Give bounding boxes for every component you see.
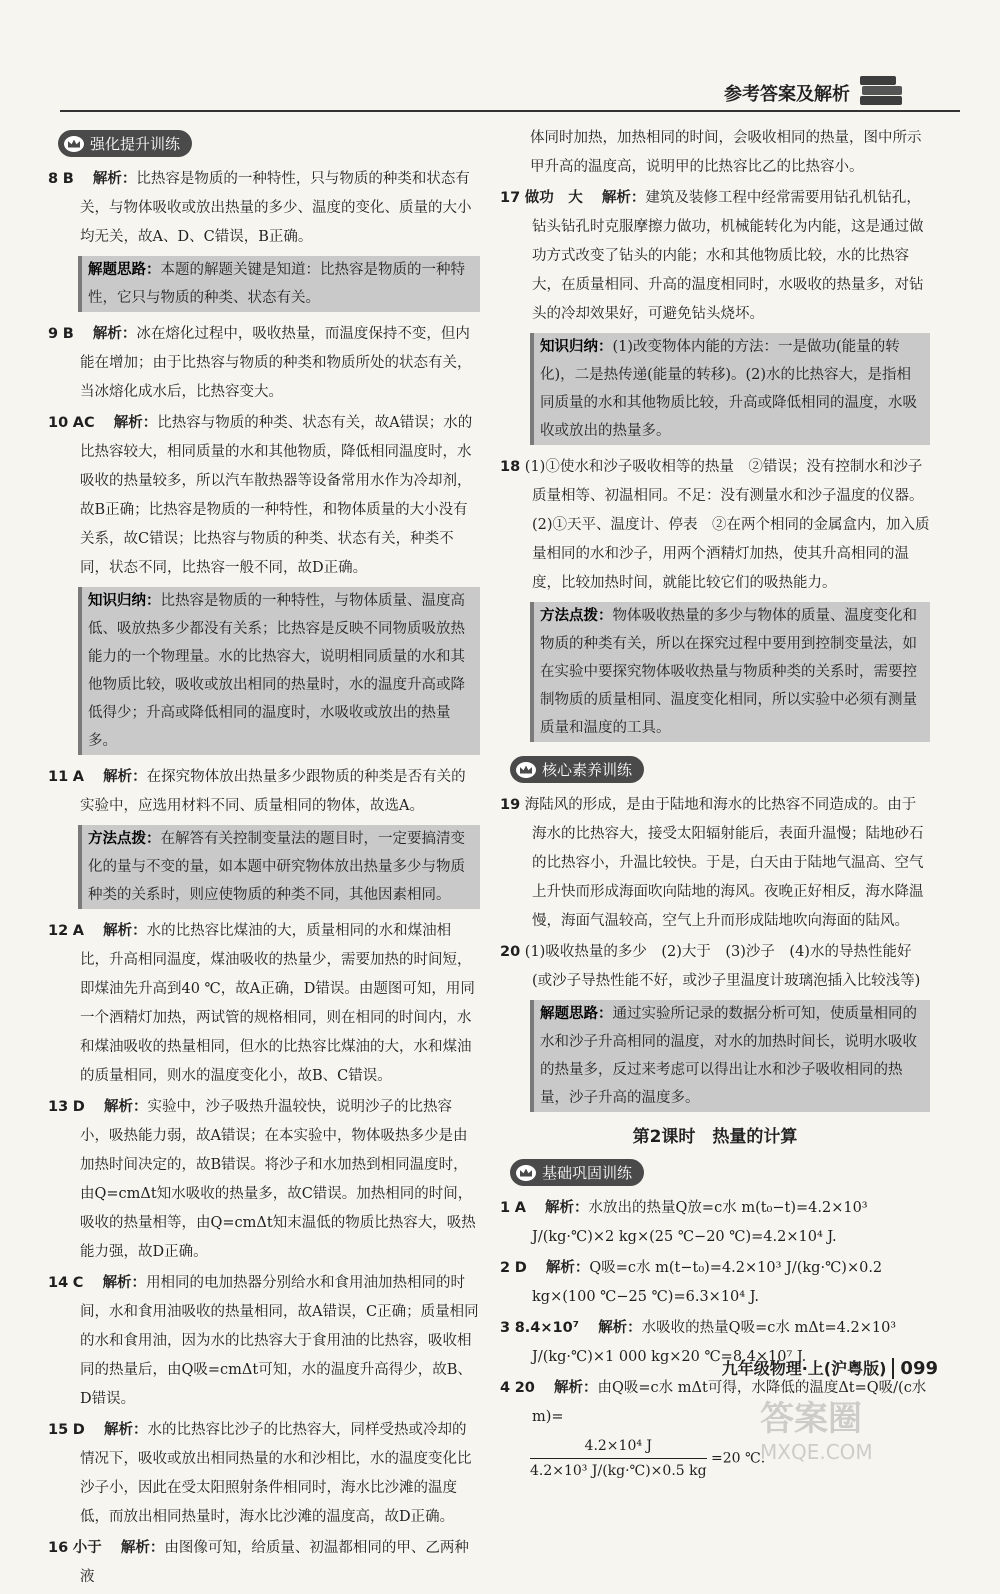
- tip-box: 解题思路：通过实验所记录的数据分析可知，使质量相同的水和沙子升高相同的温度，对水的加热时间长，说明水吸收的热量多，反过来考虑可以得出让水和沙子吸收相同的热量，沙子升高的温度多。: [530, 1000, 930, 1112]
- watermark-logo: [760, 1391, 960, 1464]
- header-rule: [60, 110, 960, 112]
- fraction-expression: $\frac{\text{4.2×10⁴ J}}{\text{4.2×10³ J/(kg·℃)×0.5 kg}}$ =20 ℃.: [500, 1434, 930, 1483]
- answer-item-b4: 4 20 解析：由Q吸=c水 mΔt可得，水降低的温度Δt=Q吸/(c水 m)=: [500, 1380, 927, 1425]
- section-label-strengthen: 强化提升训练: [58, 130, 192, 157]
- watermark-text: 答案圈: [760, 1399, 862, 1439]
- answer-item-8: 8 B 解析：比热容是物质的一种特性，只与物质的种类和状态有关，与物体吸收或放出热量的多少、温度的变化、质量的大小均无关，故A、D、C错误，B正确。: [48, 171, 472, 245]
- page-header: [60, 70, 960, 112]
- lesson-title: 第2课时 热量的计算: [632, 1127, 798, 1147]
- tip-box: 知识归纳：(1)改变物体内能的方法：一是做功(能量的转化)，二是热传递(能量的转移)。(2)水的比热容大，是指相同质量的水和其他物质比较，升高或降低相同的温度，水吸收或放出的热量多。: [530, 333, 930, 445]
- answer-item-14: 14 C 解析：用相同的电加热器分别给水和食用油加热相同的时间，水和食用油吸收的热量相同，故A错误，C正确；质量相同的水和食用油，因为水的比热容大于食用油的比热容，吸收相同的热量后，由Q吸=cmΔt可知，水的温度升高得少，故B、D错误。: [48, 1275, 479, 1407]
- answer-item-20: 20 (1)吸收热量的多少 (2)大于 (3)沙子 (4)水的导热性能好(或沙子导热性能不好，或沙子里温度计玻璃泡插入比较浅等): [500, 944, 921, 989]
- book-stack-icon: [860, 74, 902, 108]
- section-label-core: 核心素养训练: [510, 756, 644, 783]
- answer-item-16-continued: 体同时加热，加热相同的时间，会吸收相同的热量，图中所示甲升高的温度高，说明甲的比热容比乙的比热容小。: [530, 130, 922, 175]
- section-label-basic: 基础巩固训练: [510, 1159, 644, 1186]
- answer-item-16: 16 小于 解析：由图像可知，给质量、初温都相同的甲、乙两种液: [48, 1540, 469, 1585]
- left-column: [48, 124, 480, 1594]
- tip-box: 方法点拨：物体吸收热量的多少与物体的质量、温度变化和物质的种类有关，所以在探究过程中要用到控制变量法，如在实验中要探究物体吸收热量与物质种类的关系时，需要控制物质的质量相同、温度变化相同，所以实验中必须有测量质量和温度的工具。: [530, 602, 930, 742]
- answer-item-9: 9 B 解析：冰在熔化过程中，吸收热量，而温度保持不变，但内能在增加；由于比热容与物质的种类和物质所处的状态有关，当冰熔化成水后，比热容变大。: [48, 326, 472, 400]
- answer-item-b3: 3 8.4×10⁷ 解析：水吸收的热量Q吸=c水 mΔt=4.2×10³ J/(kg·℃)×1 000 kg×20 ℃=8.4×10⁷ J.: [500, 1320, 897, 1365]
- answer-item-12: 12 A 解析：水的比热容比煤油的大，质量相同的水和煤油相比，升高相同温度，煤油吸收的热量少，需要加热的时间短，即煤油先升高到40 ℃，故A正确，D错误。由题图可知，用同一个酒精灯加热，两试管的规格相同，则在相同的时间内，水和煤油吸收的热量相同，但水的比热容比煤油的大，水和煤油的质量相同，则水的温度变化小，故B、C错误。: [48, 923, 475, 1084]
- header-title: 参考答案及解析: [724, 84, 850, 105]
- tip-box: 知识归纳：比热容是物质的一种特性，与物体质量、温度高低、吸放热多少都没有关系；比热容是反映不同物质吸放热能力的一个物理量。水的比热容大，说明相同质量的水和其他物质比较，吸收或放出相同的热量时，水的温度升高或降低得少；升高或降低相同的温度时，水吸收或放出的热量多。: [78, 587, 480, 755]
- book-title: 九年级物理·上(沪粤版): [721, 1359, 887, 1378]
- watermark-url: MXQE.COM: [760, 1440, 873, 1464]
- crown-icon: [64, 136, 84, 152]
- answer-item-18: 18 (1)①使水和沙子吸收相等的热量 ②错误；没有控制水和沙子质量相等、初温相同。不足：没有测量水和沙子温度的仪器。(2)①天平、温度计、停表 ②在两个相同的金属盒内，加入质量相同的水和沙子，用两个酒精灯加热，使其升高相同的温度，比较加热时间，就能比较它们的吸热能力。: [500, 459, 930, 591]
- crown-icon: [516, 1165, 536, 1181]
- tip-box: 解题思路：本题的解题关键是知道：比热容是物质的一种特性，它只与物质的种类、状态有关。: [78, 256, 480, 312]
- answer-item-b1: 1 A 解析：水放出的热量Q放=c水 m(t₀−t)=4.2×10³ J/(kg·℃)×2 kg×(25 ℃−20 ℃)=4.2×10⁴ J.: [500, 1200, 868, 1245]
- answer-item-19: 19 海陆风的形成，是由于陆地和海水的比热容不同造成的。由于海水的比热容大，接受太阳辐射能后，表面升温慢；陆地砂石的比热容小，升温比较快。于是，白天由于陆地气温高、空气上升快而形成海面吹向陆地的海风。夜晚正好相反，海水降温慢，海面气温较高，空气上升而形成陆地吹向海面的陆风。: [500, 797, 924, 929]
- page-number: 099: [892, 1358, 938, 1379]
- answer-item-13: 13 D 解析：实验中，沙子吸热升温较快，说明沙子的比热容小，吸热能力弱，故A错误；在本实验中，物体吸热多少是由加热时间决定的，故B错误。将沙子和水加热到相同温度时，由Q=cmΔt知水吸收的热量多，故C错误。加热相同的时间，吸收的热量相等，由Q=cmΔt知末温低的物质比热容大，吸热能力强，故D正确。: [48, 1099, 476, 1260]
- answer-item-17: 17 做功 大 解析：建筑及装修工程中经常需要用钻孔机钻孔，钻头钻孔时克服摩擦力做功，机械能转化为内能，这是通过做功方式改变了钻头的内能；水和其他物质比较，水的比热容大，在质量相同、升高的温度相同时，水吸收的热量多，对钻头的冷却效果好，可避免钻头烧坏。: [500, 190, 924, 322]
- crown-icon: [516, 762, 536, 778]
- fraction: $\frac{\text{4.2×10⁴ J}}{\text{4.2×10³ J/(kg·℃)×0.5 kg}}$: [530, 1434, 707, 1483]
- tip-box: 方法点拨：在解答有关控制变量法的题目时，一定要搞清变化的量与不变的量，如本题中研究物体放出热量多少与物质种类的关系时，则应使物质的种类不同，其他因素相同。: [78, 825, 480, 909]
- answer-item-10: 10 AC 解析：比热容与物质的种类、状态有关，故A错误；水的比热容较大，相同质量的水和其他物质，降低相同温度时，水吸收的热量较多，所以汽车散热器等设备常用水作为冷却剂，故B正确；比热容是物质的一种特性，和物体质量的大小没有关系，故C错误；比热容与物质的种类、状态有关，种类不同，状态不同，比热容一般不同，故D正确。: [48, 415, 473, 576]
- right-column: [500, 124, 930, 1483]
- answer-item-15: 15 D 解析：水的比热容比沙子的比热容大，同样受热或冷却的情况下，吸收或放出相同热量的水和沙相比，水的温度变化比沙子小，因此在受太阳照射条件相同时，海水比沙滩的温度低，而放出相同热量时，海水比沙滩的温度高，故D正确。: [48, 1422, 472, 1525]
- page-footer: [722, 1356, 938, 1379]
- answer-item-11: 11 A 解析：在探究物体放出热量多少跟物质的种类是否有关的实验中，应选用材料不同、质量相同的物体，故选A。: [48, 769, 466, 814]
- answer-item-b2: 2 D 解析：Q吸=c水 m(t−t₀)=4.2×10³ J/(kg·℃)×0.2 kg×(100 ℃−25 ℃)=6.3×10⁴ J.: [500, 1260, 883, 1305]
